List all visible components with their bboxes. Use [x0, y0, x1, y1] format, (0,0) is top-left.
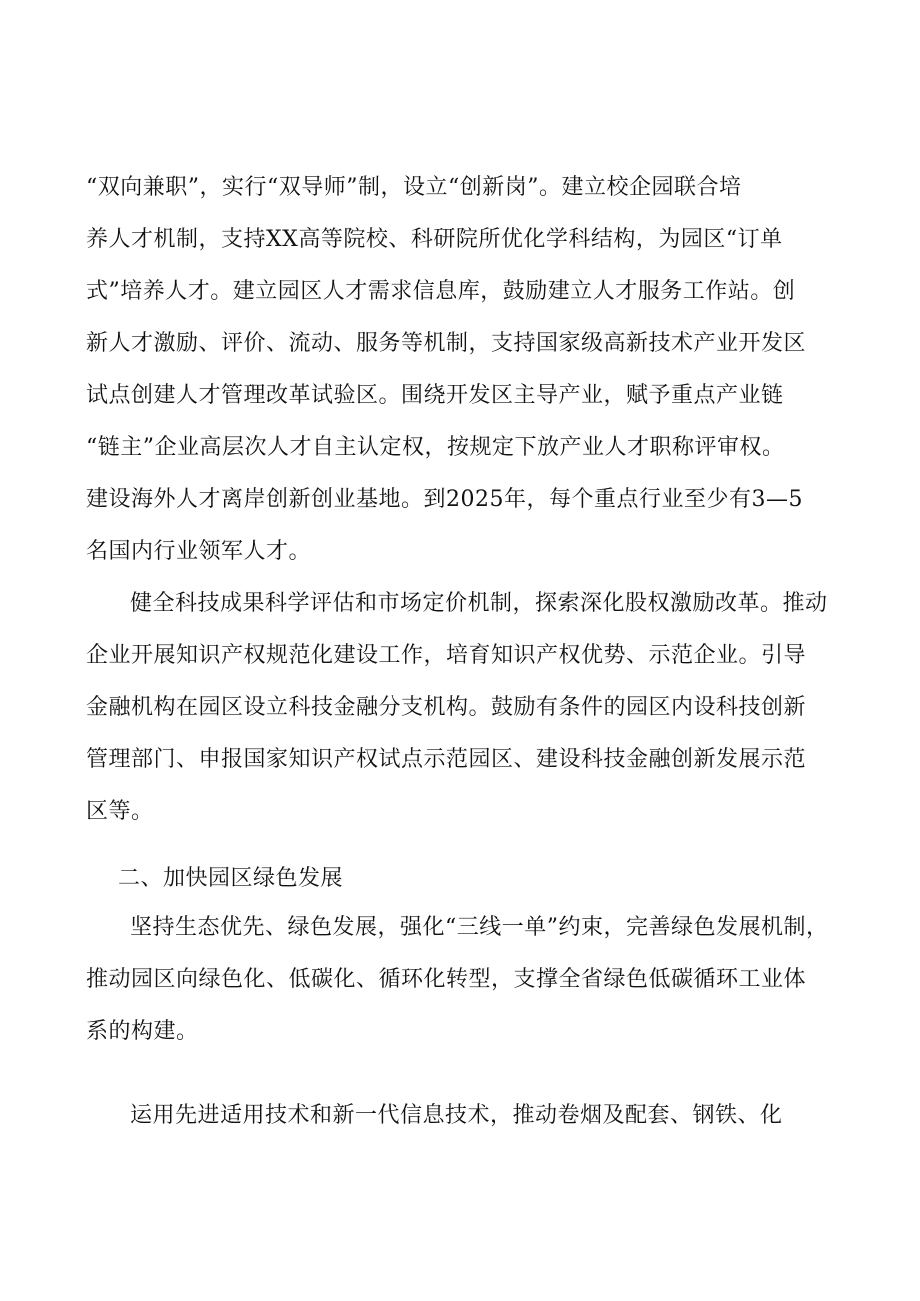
text-line: “链主”企业高层次人才自主认定权，按规定下放产业人才职称评审权。 [86, 435, 785, 460]
text-line: 运用先进适用技术和新一代信息技术，推动卷烟及配套、钢铁、化 [130, 1103, 783, 1128]
text-line: 管理部门、申报国家知识产权试点示范园区、建设科技金融创新发展示范 [86, 747, 807, 772]
text-line: 名国内行业领军人才。 [86, 539, 312, 564]
text-line: 推动园区向绿色化、低碳化、循环化转型，支撑全省绿色低碳循环工业体 [86, 967, 807, 992]
text-line: 区等。 [86, 799, 154, 824]
text-line: “双向兼职”，实行“双导师”制，设立“创新岗”。建立校企园联合培 [86, 175, 742, 200]
text-line: 新人才激励、评价、流动、服务等机制，支持国家级高新技术产业开发区 [86, 331, 807, 356]
text-line: 建设海外人才离岸创新创业基地。到2025年，每个重点行业至少有3—5 [86, 487, 803, 512]
section-heading: 二、加快园区绿色发展 [118, 866, 344, 891]
text-line: 系的构建。 [86, 1019, 199, 1044]
text-line: 坚持生态优先、绿色发展，强化“三线一单”约束，完善绿色发展机制， [130, 915, 829, 940]
text-line: 企业开展知识产权规范化建设工作，培育知识产权优势、示范企业。引导 [86, 643, 807, 668]
text-line: 金融机构在园区设立科技金融分支机构。鼓励有条件的园区内设科技创新 [86, 695, 807, 720]
text-line: 式”培养人才。建立园区人才需求信息库，鼓励建立人才服务工作站。创 [86, 279, 796, 304]
text-line: 健全科技成果科学评估和市场定价机制，探索深化股权激励改革。推动 [130, 591, 828, 616]
text-line: 养人才机制，支持XX高等院校、科研院所优化学科结构，为园区“订单 [86, 227, 783, 252]
text-line: 试点创建人才管理改革试验区。围绕开发区主导产业，赋予重点产业链 [86, 383, 784, 408]
